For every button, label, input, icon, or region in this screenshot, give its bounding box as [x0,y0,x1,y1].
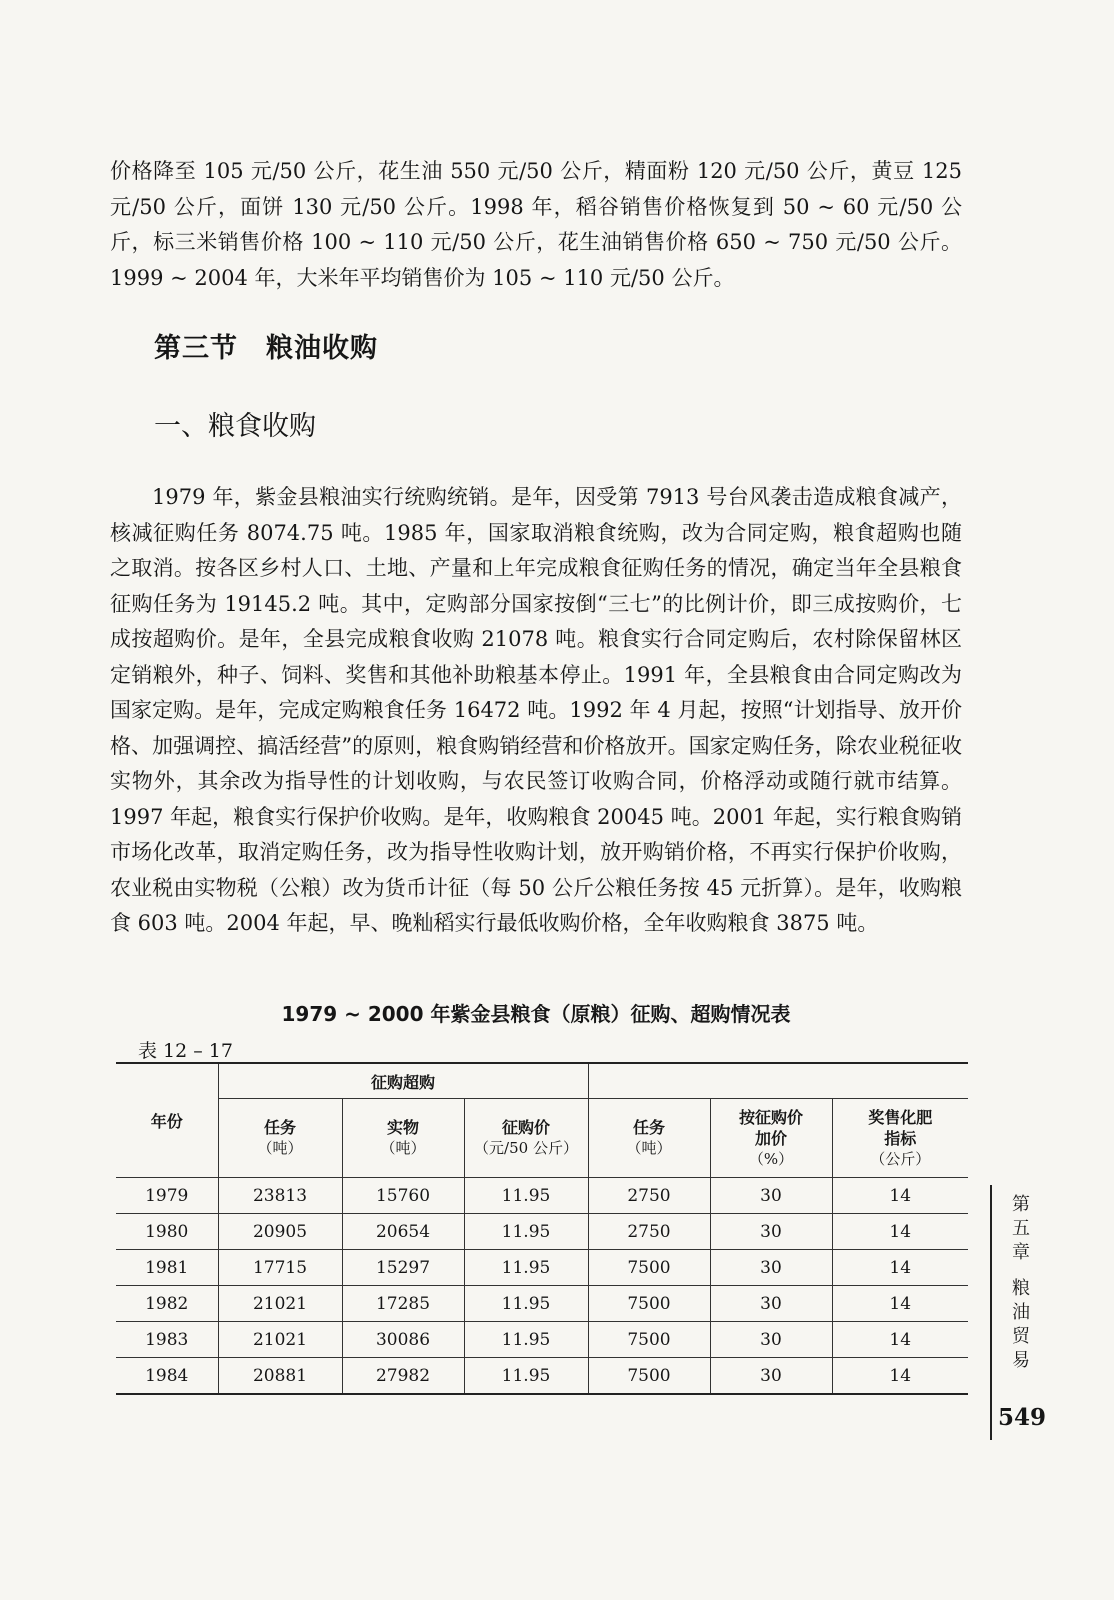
table-row [116,1214,968,1250]
table-cell: 17285 [342,1286,464,1322]
chapter-char: 第 [1012,1194,1030,1215]
table-cell: 1981 [116,1250,218,1286]
column-label: 任务 [263,1118,296,1137]
table-cell: 15760 [342,1178,464,1214]
table-cell: 11.95 [464,1178,588,1214]
table-cell: 1983 [116,1322,218,1358]
table-cell: 17715 [218,1250,342,1286]
table-cell: 30 [710,1178,832,1214]
column-header [832,1099,968,1178]
table-cell: 7500 [588,1250,710,1286]
column-label: 按征购价加价 [739,1107,804,1148]
table-cell: 1979 [116,1178,218,1214]
chapter-char: 五 [1012,1218,1030,1239]
column-unit: （%） [748,1149,794,1168]
table-cell: 14 [832,1322,968,1358]
table-cell: 7500 [588,1358,710,1395]
column-label: 征购价 [501,1118,550,1137]
table-cell: 14 [832,1178,968,1214]
table-row [116,1178,968,1214]
chapter-title-char: 粮 [1012,1278,1030,1299]
column-unit: （公斤） [870,1149,931,1168]
table-row [116,1286,968,1322]
column-header [342,1099,464,1178]
body-paragraph: 1979 年，紫金县粮油实行统购统销。是年，因受第 7913 号台风袭击造成粮食减产，核减征购任务 8074.75 吨。1985 年，国家取消粮食统购，改为合同定购，粮食超购也随之取消。按各区乡村人口、土地、产量和上年完成粮食征购任务的情况，确定当年全县粮食征购任务为 19145.2 吨。其中，定购部分国家按倒“三七”的比例计价，即三成按购价，七成按超购价。是年，全县完成粮食收购 21078 吨。粮食实行合同定购后，农村除保留林区定销粮外，种子、饲料、奖售和其他补助粮基本停止。1991 年，全县粮食由合同定购改为国家定购。是年，完成定购粮食任务 16472 吨。1992 年 4 月起，按照“计划指导、放开价格、加强调控、搞活经营”的原则，粮食购销经营和价格放开。国家定购任务，除农业税征收实物外，其余改为指导性的计划收购，与农民签订收购合同，价格浮动或随行就市结算。1997 年起，粮食实行保护价收购。是年，收购粮食 20045 吨。2001 年起，实行粮食购销市场化改革，取消定购任务，改为指导性收购计划，放开购销价格，不再实行保护价收购，农业税由实物税（公粮）改为货币计征（每 50 公斤公粮任务按 45 元折算）。是年，收购粮食 603 吨。2004 年起，早、晚籼稻实行最低收购价格，全年收购粮食 3875 吨。 [110,485,962,935]
table-cell: 14 [832,1286,968,1322]
chapter-title-char: 油 [1012,1302,1030,1323]
subsection-heading: 一、粮食收购 [154,411,316,442]
table-cell: 30 [710,1358,832,1395]
table-cell: 30 [710,1322,832,1358]
table-cell: 1980 [116,1214,218,1250]
column-header [588,1099,710,1178]
chapter-title-char: 贸 [1012,1326,1030,1347]
table-cell: 30 [710,1214,832,1250]
table-cell: 1982 [116,1286,218,1322]
grain-purchase-table [116,1062,968,1395]
table-cell: 30 [710,1286,832,1322]
side-chapter-tab [1008,1193,1034,1373]
column-unit: （吨） [257,1139,303,1157]
column-label: 实物 [386,1118,419,1137]
table-cell: 11.95 [464,1322,588,1358]
section-heading: 第三节 粮油收购 [154,333,378,364]
column-unit: （元/50 公斤） [474,1139,578,1157]
chapter-title-char: 易 [1012,1350,1030,1371]
table-cell: 15297 [342,1250,464,1286]
column-group-header: 征购超购 [218,1063,588,1099]
chapter-gap [1008,1265,1034,1277]
table-subheader-row [116,1099,968,1178]
table-cell: 7500 [588,1322,710,1358]
table-cell: 11.95 [464,1286,588,1322]
table-cell: 7500 [588,1286,710,1322]
table-cell: 23813 [218,1178,342,1214]
table-cell: 21021 [218,1322,342,1358]
table-cell: 21021 [218,1286,342,1322]
page-number: 549 [998,1404,1047,1431]
table-cell: 20905 [218,1214,342,1250]
column-label: 奖售化肥指标 [868,1107,933,1148]
table-cell: 11.95 [464,1358,588,1395]
column-unit: （吨） [626,1139,672,1157]
table-number: 表 12 – 17 [138,1040,233,1062]
table-row [116,1250,968,1286]
table-cell: 2750 [588,1178,710,1214]
table-header-row [116,1063,968,1099]
table-row [116,1322,968,1358]
table-cell: 20654 [342,1214,464,1250]
table-cell: 27982 [342,1358,464,1395]
table-cell: 11.95 [464,1250,588,1286]
table-cell: 30 [710,1250,832,1286]
table-cell: 20881 [218,1358,342,1395]
margin-rule [990,1185,992,1440]
column-group-header-2 [588,1063,968,1099]
table-cell: 14 [832,1250,968,1286]
column-label: 任务 [632,1118,665,1137]
table-caption: 1979 ~ 2000 年紫金县粮食（原粮）征购、超购情况表 [281,1002,791,1026]
chapter-char: 章 [1012,1242,1030,1263]
table-cell: 14 [832,1358,968,1395]
table-cell: 2750 [588,1214,710,1250]
table-cell: 1984 [116,1358,218,1395]
intro-paragraph: 价格降至 105 元/50 公斤，花生油 550 元/50 公斤，精面粉 120 元/50 公斤，黄豆 125 元/50 公斤，面饼 130 元/50 公斤。1998 年，稻谷销售价格恢复到 50 ~ 60 元/50 公斤，标三米销售价格 100 ~ 110 元/50 公斤，花生油销售价格 650 ~ 750 元/50 公斤。1999 ~ 2004 年，大米年平均销售价为 105 ~ 110 元/50 公斤。 [110,159,962,290]
column-unit: （吨） [380,1139,426,1157]
column-header-year: 年份 [116,1063,218,1178]
column-header [464,1099,588,1178]
table-cell: 11.95 [464,1214,588,1250]
column-header [218,1099,342,1178]
table-row [116,1358,968,1395]
column-header [710,1099,832,1178]
table-cell: 30086 [342,1322,464,1358]
table-cell: 14 [832,1214,968,1250]
